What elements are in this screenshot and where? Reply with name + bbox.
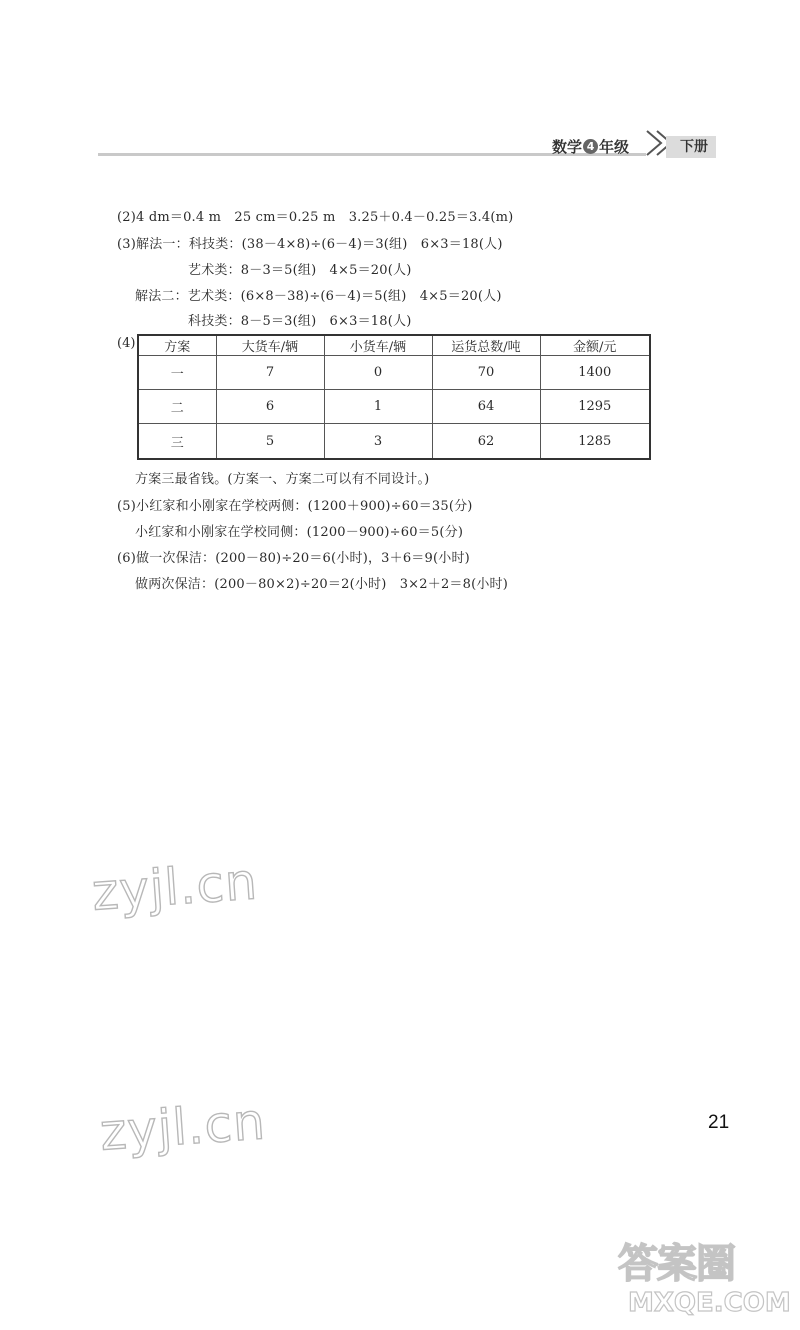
watermark-2: zyjl.cn bbox=[98, 1092, 268, 1162]
table-header-cell: 金额/元 bbox=[540, 335, 650, 356]
watermark-1: zyjl.cn bbox=[90, 852, 260, 922]
table-cell: 二 bbox=[138, 390, 216, 424]
table-row bbox=[138, 356, 650, 390]
answer-q5-line1: (5)小红家和小刚家在学校两侧：(1200＋900)÷60＝35(分) bbox=[117, 499, 473, 514]
table-header-cell: 运货总数/吨 bbox=[432, 335, 540, 356]
table-cell: 3 bbox=[324, 424, 432, 459]
table-cell: 1285 bbox=[540, 424, 650, 459]
answer-q6-line2: 做两次保洁：(200－80×2)÷20＝2(小时) 3×2＋2＝8(小时) bbox=[135, 577, 509, 592]
answer-q4-label: (4) bbox=[117, 336, 136, 351]
table-header-row bbox=[138, 335, 650, 356]
plan-table bbox=[137, 334, 651, 460]
answer-q2: (2)4 dm＝0.4 m 25 cm＝0.25 m 3.25＋0.4－0.25＝3.4(m) bbox=[117, 210, 514, 225]
table-cell: 0 bbox=[324, 356, 432, 390]
table-cell: 70 bbox=[432, 356, 540, 390]
answer-q3-line1: (3)解法一：科技类：(38－4×8)÷(6－4)＝3(组) 6×3＝18(人) bbox=[117, 237, 503, 252]
table-header-cell: 方案 bbox=[138, 335, 216, 356]
grade-badge: 4 bbox=[583, 139, 598, 154]
table-header-cell: 大货车/辆 bbox=[216, 335, 324, 356]
book-title bbox=[552, 136, 629, 157]
answer-q3-line3: 解法二：艺术类：(6×8－38)÷(6－4)＝5(组) 4×5＝20(人) bbox=[135, 289, 502, 304]
table-row bbox=[138, 390, 650, 424]
table-row bbox=[138, 424, 650, 459]
volume-label: 下册 bbox=[666, 136, 716, 158]
answer-q5-line2: 小红家和小刚家在学校同侧：(1200－900)÷60＝5(分) bbox=[135, 525, 464, 540]
table-header-cell: 小货车/辆 bbox=[324, 335, 432, 356]
answer-q3-line2: 艺术类：8－3＝5(组) 4×5＝20(人) bbox=[188, 263, 412, 278]
table-cell: 62 bbox=[432, 424, 540, 459]
table-cell: 三 bbox=[138, 424, 216, 459]
table-cell: 6 bbox=[216, 390, 324, 424]
page-number: 21 bbox=[708, 1112, 730, 1133]
answer-q6-line1: (6)做一次保洁：(200－80)÷20＝6(小时)，3＋6＝9(小时) bbox=[117, 551, 470, 566]
answer-q3-line4: 科技类：8－5＝3(组) 6×3＝18(人) bbox=[188, 314, 412, 329]
site-logo: 答案圈 bbox=[618, 1241, 735, 1287]
table-cell: 1400 bbox=[540, 356, 650, 390]
table-cell: 5 bbox=[216, 424, 324, 459]
table-cell: 7 bbox=[216, 356, 324, 390]
site-logo-url: MXQE.COM bbox=[628, 1288, 791, 1318]
answer-q4-note: 方案三最省钱。(方案一、方案二可以有不同设计。) bbox=[135, 472, 430, 487]
table-cell: 64 bbox=[432, 390, 540, 424]
table-cell: 1295 bbox=[540, 390, 650, 424]
table-cell: 一 bbox=[138, 356, 216, 390]
subject-label: 数学 bbox=[552, 138, 583, 156]
grade-suffix: 年级 bbox=[599, 138, 630, 156]
table-cell: 1 bbox=[324, 390, 432, 424]
